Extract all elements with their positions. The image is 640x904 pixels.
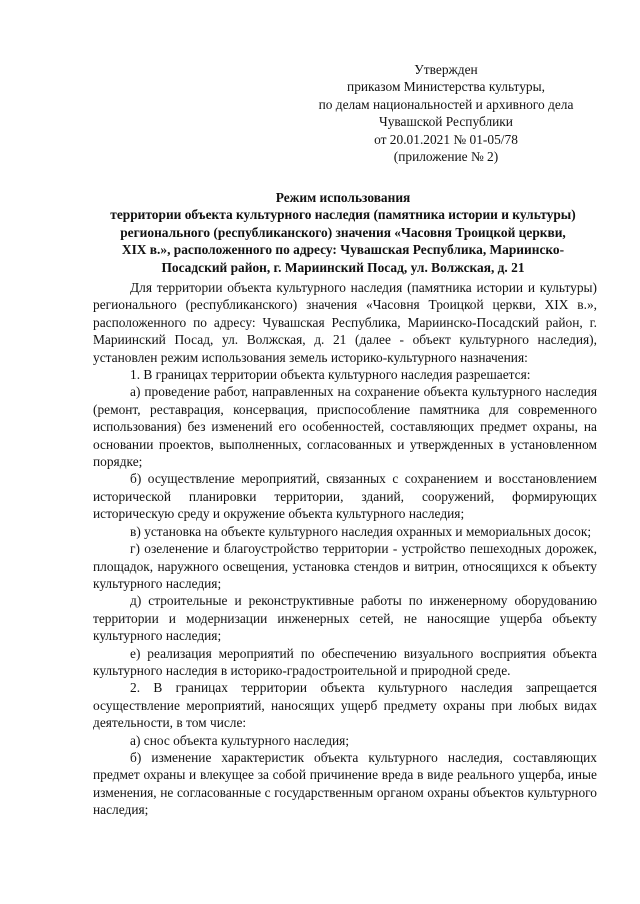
list-item: д) строительные и реконструктивные работы по инженерному оборудованию территории и модернизации инженерных сетей, не наносящие ущерба объекту культурного наследия; bbox=[93, 593, 597, 644]
title-line: территории объекта культурного наследия (памятника истории и культуры) bbox=[110, 207, 576, 223]
list-item: в) установка на объекте культурного наследия охранных и мемориальных досок; bbox=[130, 523, 592, 539]
approval-line: по делам национальностей и архивного дела bbox=[318, 96, 574, 112]
title-line: Режим использования bbox=[275, 190, 411, 205]
intro-paragraph: Для территории объекта культурного наследия (памятника истории и культуры) регионального (республиканского) значения «Часовня Троицкой церкви, XIX в.», расположенного по адресу: Чувашская Республика, Мариинско-Посадский район, г. Мариинский Посад, ул. Волжская, д. 21 (далее - объект культурного наследия), установлен режим использования земель историко-культурного назначения: bbox=[93, 280, 597, 365]
title-line: XIX в.», расположенного по адресу: Чувашская Республика, Мариинско- bbox=[121, 242, 565, 258]
title-line: Посадский район, г. Мариинский Посад, ул. Волжская, д. 21 bbox=[161, 259, 525, 275]
approval-line: Чувашской Республики bbox=[379, 114, 513, 130]
list-item: а) проведение работ, направленных на сохранение объекта культурного наследия (ремонт, реставрация, консервация, приспособление памятника для современного использования) без изменений его особенностей, составляющих предмет охраны, на основании проектов, выполненных, согласованных и утвержденных в установленном порядке; bbox=[93, 384, 597, 470]
list-item: б) изменение характеристик объекта культурного наследия, составляющих предмет охраны и влекущее за собой причинение вреда в виде реального ущерба, иные изменения, не согласованные с государственным органом охраны объектов культурного наследия; bbox=[93, 749, 597, 818]
approval-line: от 20.01.2021 № 01-05/78 bbox=[374, 131, 518, 147]
list-item: е) реализация мероприятий по обеспечению визуального восприятия объекта культурного наследия в историко-градостроительной и природной среде. bbox=[93, 645, 597, 678]
section-heading-permitted: 1. В границах территории объекта культурного наследия разрешается: bbox=[130, 367, 531, 383]
approval-line: (приложение № 2) bbox=[393, 149, 499, 165]
approval-line: приказом Министерства культуры, bbox=[347, 79, 545, 95]
section-heading-prohibited: 2. В границах территории объекта культурного наследия запрещается осуществление мероприятий, наносящих ущерб предмету охраны при любых видах деятельности, в том числе: bbox=[93, 680, 597, 731]
approval-block bbox=[300, 61, 592, 165]
list-item: а) снос объекта культурного наследия; bbox=[130, 732, 350, 748]
document-body bbox=[93, 279, 597, 819]
list-item: г) озеленение и благоустройство территории - устройство пешеходных дорожек, площадок, наружного освещения, установка стендов и витрин, относящихся к объекту культурного наследия; bbox=[93, 541, 597, 591]
document-title bbox=[78, 189, 608, 276]
list-item: б) осуществление мероприятий, связанных с сохранением и восстановлением исторической планировки территории, зданий, сооружений, формирующих историческую среду и окружение объекта культурного наследия; bbox=[93, 471, 597, 522]
approval-line: Утвержден bbox=[414, 62, 478, 77]
title-line: регионального (республиканского) значения «Часовня Троицкой церкви, bbox=[120, 224, 566, 240]
